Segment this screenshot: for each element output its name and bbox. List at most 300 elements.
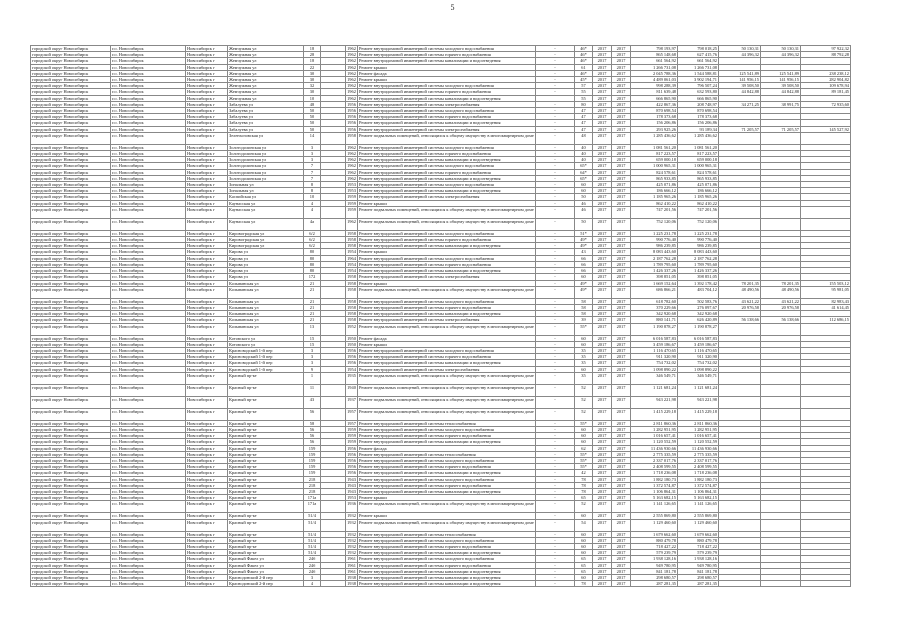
house-number: 80: [304, 249, 321, 255]
build-year: 1956: [347, 360, 356, 366]
street: Колыванская ул: [228, 323, 304, 335]
fund-cost: 1 141 126,65: [678, 501, 719, 513]
municipality: городской округ Новосибирск: [31, 568, 111, 574]
dash: -: [536, 144, 575, 150]
build-year: 1932: [347, 543, 356, 549]
settlement: г.о. Новосибирск: [111, 476, 186, 482]
municipality: городской округ Новосибирск: [31, 194, 111, 200]
fund-cost: 824 578,61: [678, 169, 719, 175]
build-year: 1953: [347, 495, 356, 501]
year-start: 2017: [593, 568, 612, 574]
dash: -: [536, 335, 575, 341]
work-type: Ремонт внутридомовой инженерной системы канализации и водоотведения: [358, 157, 536, 163]
year-end: 2017: [612, 420, 631, 426]
work-type: Ремонт внутридомовой инженерной системы теплоснабжения: [358, 420, 536, 426]
settlement: г.о. Новосибирск: [111, 354, 186, 360]
municipality: городской округ Новосибирск: [31, 470, 111, 476]
fund-cost: 1 285 436,62: [678, 132, 719, 144]
city: Новосибирск г: [186, 366, 228, 372]
settlement: г.о. Новосибирск: [111, 470, 186, 476]
settlement: г.о. Новосибирск: [111, 304, 186, 310]
city: Новосибирск г: [186, 114, 228, 120]
work-type: Ремонт внутридомовой инженерной системы канализации и водоотведения: [358, 568, 536, 574]
municipality: городской округ Новосибирск: [31, 182, 111, 188]
street: Золотодолинская ул: [228, 175, 304, 181]
building-blank: [321, 286, 346, 298]
settlement: г.о. Новосибирск: [111, 169, 186, 175]
year-start: 2017: [593, 188, 612, 194]
wear-percent: 65: [575, 495, 593, 501]
wear-percent: 40: [575, 151, 593, 157]
building-blank: [321, 132, 346, 144]
year-start: 2017: [593, 89, 612, 95]
work-type: Ремонт внутридомовой инженерной системы электроснабжения: [358, 366, 536, 372]
extra-cost-3: [801, 218, 851, 230]
year-end: 2017: [612, 64, 631, 70]
street: Красный пр-кт: [228, 470, 304, 476]
dash: -: [536, 476, 575, 482]
municipality: городской округ Новосибирск: [31, 451, 111, 457]
municipality: городской округ Новосибирск: [31, 206, 111, 218]
dash: -: [536, 562, 575, 568]
build-year: 1962: [347, 157, 356, 163]
dash: -: [536, 445, 575, 451]
dash: -: [536, 470, 575, 476]
city: Новосибирск г: [186, 445, 228, 451]
house-number: 51/4: [304, 519, 321, 531]
work-type: Ремонт крыши: [358, 77, 536, 83]
settlement: г.о. Новосибирск: [111, 341, 186, 347]
dash: -: [536, 408, 575, 420]
build-year: 1935: [346, 372, 358, 384]
build-year: 1956: [347, 464, 356, 470]
municipality: городской округ Новосибирск: [31, 384, 111, 396]
wear-percent: 60: [575, 433, 593, 439]
total-cost: 1 106 864,31: [631, 488, 678, 494]
house-number: 7: [304, 175, 321, 181]
municipality: городской округ Новосибирск: [31, 188, 111, 194]
settlement: г.о. Новосибирск: [111, 200, 186, 206]
fund-cost: 1 106 864,31: [678, 488, 719, 494]
work-type: Ремонт подвальных помещений, относящихся к общему имуществу в многоквартирном доме: [358, 132, 536, 144]
extra-cost-2: [761, 206, 801, 218]
work-type: Ремонт подвальных помещений, относящихся к общему имуществу в многоквартирном доме: [358, 408, 536, 420]
city: Новосибирск г: [186, 52, 228, 58]
dash: -: [536, 163, 575, 169]
year-end: 2017: [612, 513, 631, 519]
wear-percent: 55*: [575, 451, 593, 457]
wear-percent: 61: [575, 64, 593, 70]
house-number: 80: [304, 255, 321, 261]
build-year: 1957: [346, 408, 358, 420]
year-start: 2017: [593, 519, 612, 531]
settlement: г.о. Новосибирск: [111, 175, 186, 181]
extra-cost-2: [761, 581, 801, 587]
street: Кирова ул: [228, 255, 304, 261]
work-type: Ремонт внутридомовой инженерной системы горячего водоснабжения: [358, 89, 536, 95]
wear-percent: 47: [575, 120, 593, 126]
extra-cost-3: 82 983,43: [801, 298, 851, 304]
wear-percent: 60: [575, 182, 593, 188]
total-cost: 841 181,78: [631, 568, 678, 574]
city: Новосибирск г: [186, 182, 228, 188]
city: Новосибирск г: [186, 495, 228, 501]
year-start: 2017: [593, 126, 612, 132]
year-start: 2017: [593, 556, 612, 562]
house-number: 51/4: [304, 543, 321, 549]
fund-cost: 870 698,54: [678, 108, 719, 114]
fund-cost: 93 189,34: [678, 126, 719, 132]
street: Красный Факел ул: [228, 568, 304, 574]
year-start: 2017: [593, 501, 612, 513]
house-number: 218: [304, 482, 321, 488]
year-start: 2017: [593, 163, 612, 169]
street: Кирова ул: [228, 261, 304, 267]
settlement: г.о. Новосибирск: [111, 230, 186, 236]
total-cost: 1 120 552,59: [631, 439, 678, 445]
street: Красный пр-кт: [228, 464, 304, 470]
street: Красный пр-кт: [228, 537, 304, 543]
settlement: г.о. Новосибирск: [111, 317, 186, 323]
street: Кировоградская ул: [228, 237, 304, 243]
year-start: 2017: [593, 482, 612, 488]
municipality: городской округ Новосибирск: [31, 268, 111, 274]
wear-percent: 52: [575, 396, 593, 408]
street: Красный пр-кт: [228, 439, 304, 445]
year-start: 2017: [593, 298, 612, 304]
year-start: 2017: [593, 101, 612, 107]
year-start: 2017: [593, 317, 612, 323]
work-type: Ремонт крыши: [358, 64, 536, 70]
street: Красноводский 1-й пер: [228, 360, 304, 366]
wear-percent: 46*: [575, 46, 593, 52]
municipality: городской округ Новосибирск: [31, 114, 111, 120]
municipality: городской округ Новосибирск: [31, 543, 111, 549]
street: Красный пр-кт: [228, 420, 304, 426]
fund-cost: 627 415,76: [678, 52, 719, 58]
total-cost: 811 639,48: [631, 89, 678, 95]
building-blank: [321, 218, 346, 230]
work-type: Ремонт внутридомовой инженерной системы канализации и водоотведения: [358, 581, 536, 587]
settlement: г.о. Новосибирск: [111, 89, 186, 95]
city: Новосибирск г: [186, 46, 228, 52]
city: Новосибирск г: [186, 323, 228, 335]
year-start: 2017: [593, 280, 612, 286]
fund-cost: 752 120,06: [678, 218, 719, 230]
fund-cost: 747 201,56: [678, 206, 719, 218]
house-number: 218: [304, 476, 321, 482]
city: Новосибирск г: [186, 568, 228, 574]
year-end: 2017: [612, 126, 631, 132]
total-cost: 998 288,39: [631, 83, 678, 89]
street: Жемчужная ул: [228, 77, 304, 83]
wear-percent: 60: [575, 439, 593, 445]
extra-cost-2: 141 956,15: [761, 77, 801, 83]
work-type: Ремонт подвальных помещений, относящихся к общему имуществу в многоквартирном доме: [358, 218, 536, 230]
wear-percent: 49*: [575, 280, 593, 286]
dash: -: [536, 354, 575, 360]
settlement: г.о. Новосибирск: [111, 58, 186, 64]
dash: -: [536, 261, 575, 267]
fund-cost: 483 704,12: [678, 286, 719, 298]
street: Красный пр-кт: [228, 372, 304, 384]
wear-percent: 78: [575, 581, 593, 587]
wear-percent: 55: [575, 95, 593, 101]
city: Новосибирск г: [186, 501, 228, 513]
city: Новосибирск г: [186, 89, 228, 95]
year-start: 2017: [593, 151, 612, 157]
total-cost: 1 000 965,31: [631, 163, 678, 169]
municipality: городской округ Новосибирск: [31, 144, 111, 150]
build-year: 1956: [347, 457, 356, 463]
total-cost: 824 578,61: [631, 169, 678, 175]
work-type: Ремонт подвальных помещений, относящихся к общему имуществу в многоквартирном доме: [358, 323, 536, 335]
year-end: 2017: [612, 408, 631, 420]
year-start: 2017: [593, 304, 612, 310]
total-cost: 817 223,57: [631, 151, 678, 157]
fund-cost: 398 851,05: [678, 274, 719, 280]
street: Жемчужная ул: [228, 64, 304, 70]
dash: -: [536, 46, 575, 52]
work-type: Ремонт внутридомовой инженерной системы горячего водоснабжения: [358, 169, 536, 175]
wear-percent: 66: [575, 255, 593, 261]
fund-cost: 943 221,98: [678, 396, 719, 408]
municipality: городской округ Новосибирск: [31, 556, 111, 562]
street: Красный пр-кт: [228, 501, 304, 513]
dash: -: [536, 286, 575, 298]
fund-cost: 1 121 681,24: [678, 384, 719, 396]
house-number: 51/4: [304, 550, 321, 556]
year-start: 2017: [593, 46, 612, 52]
work-type: Ремонт внутридомовой инженерной системы холодного водоснабжения: [358, 426, 536, 432]
fund-cost: 862 410,22: [678, 200, 719, 206]
city: Новосибирск г: [186, 163, 228, 169]
building-blank: [321, 206, 346, 218]
dash: -: [536, 531, 575, 537]
fund-cost: 1 081 561,20: [678, 144, 719, 150]
extra-cost-1: [719, 501, 761, 513]
table-row: [31, 408, 851, 420]
year-start: 2017: [593, 268, 612, 274]
dash: -: [536, 157, 575, 163]
year-end: 2017: [612, 268, 631, 274]
building-blank: [321, 408, 346, 420]
street: Золотодолинская ул: [228, 157, 304, 163]
wear-percent: 46: [575, 206, 593, 218]
fund-cost: 1 116 470,65: [678, 347, 719, 353]
year-start: 2017: [593, 58, 612, 64]
year-end: 2017: [612, 114, 631, 120]
wear-percent: 60: [575, 335, 593, 341]
municipality: городской округ Новосибирск: [31, 550, 111, 556]
extra-cost-2: [761, 408, 801, 420]
build-year: 1958: [347, 274, 356, 280]
total-cost: 298 680,57: [631, 575, 678, 581]
work-type: Ремонт крыши: [358, 249, 536, 255]
build-year: 1964: [347, 255, 356, 261]
street: Красный пр-кт: [228, 457, 304, 463]
total-cost: 6 016 587,83: [631, 335, 678, 341]
city: Новосибирск г: [186, 218, 228, 230]
fund-cost: 579 239,79: [678, 550, 719, 556]
fund-cost: 1 190 878,27: [678, 323, 719, 335]
total-cost: 666 865,90: [631, 95, 678, 101]
wear-percent: 78: [575, 476, 593, 482]
municipality: городской округ Новосибирск: [31, 537, 111, 543]
house-number: 4: [304, 581, 321, 587]
extra-cost-3: [801, 501, 851, 513]
city: Новосибирск г: [186, 439, 228, 445]
municipality: городской округ Новосибирск: [31, 457, 111, 463]
wear-percent: 78: [575, 482, 593, 488]
dash: -: [536, 426, 575, 432]
street: Забалуева ул: [228, 108, 304, 114]
city: Новосибирск г: [186, 408, 228, 420]
year-end: 2017: [612, 132, 631, 144]
build-year: 1954: [347, 366, 356, 372]
build-year: 1958: [347, 230, 356, 236]
wear-percent: 35: [575, 354, 593, 360]
street: Колыванская ул: [228, 286, 304, 298]
street: Колыванская ул: [228, 311, 304, 317]
year-start: 2017: [593, 182, 612, 188]
settlement: г.о. Новосибирск: [111, 298, 186, 304]
build-year: 1958: [346, 286, 358, 298]
year-end: 2017: [612, 194, 631, 200]
city: Новосибирск г: [186, 298, 228, 304]
extra-cost-3: 282 904,82: [801, 77, 851, 83]
municipality: городской округ Новосибирск: [31, 218, 111, 230]
dash: -: [536, 274, 575, 280]
settlement: г.о. Новосибирск: [111, 396, 186, 408]
total-cost: 579 239,79: [631, 550, 678, 556]
municipality: городской округ Новосибирск: [31, 581, 111, 587]
year-end: 2017: [612, 568, 631, 574]
house-number: 14: [304, 132, 321, 144]
year-end: 2017: [612, 163, 631, 169]
extra-cost-2: 56 138,66: [761, 317, 801, 323]
build-year: 1932: [347, 550, 356, 556]
year-end: 2017: [612, 323, 631, 335]
settlement: г.о. Новосибирск: [111, 323, 186, 335]
work-type: Ремонт крыши: [358, 341, 536, 347]
dash: -: [536, 243, 575, 249]
dash: -: [536, 298, 575, 304]
fund-cost: 425 071,86: [678, 182, 719, 188]
dash: -: [536, 420, 575, 426]
extra-cost-3: 95 981,05: [801, 286, 851, 298]
city: Новосибирск г: [186, 433, 228, 439]
city: Новосибирск г: [186, 120, 228, 126]
settlement: г.о. Новосибирск: [111, 206, 186, 218]
work-type: Ремонт внутридомовой инженерной системы горячего водоснабжения: [358, 261, 536, 267]
fund-cost: 3 459 186,67: [678, 341, 719, 347]
fund-cost: 1 426 337,26: [678, 268, 719, 274]
house-number: 56: [304, 439, 321, 445]
city: Новосибирск г: [186, 464, 228, 470]
municipality: городской округ Новосибирск: [31, 230, 111, 236]
year-end: 2017: [612, 445, 631, 451]
year-start: 2017: [593, 83, 612, 89]
year-end: 2017: [612, 354, 631, 360]
fund-cost: 2 811 860,36: [678, 420, 719, 426]
extra-cost-1: 71 205,57: [719, 126, 761, 132]
year-start: 2017: [593, 347, 612, 353]
extra-cost-1: [719, 408, 761, 420]
settlement: г.о. Новосибирск: [111, 101, 186, 107]
street: Красный Факел ул: [228, 562, 304, 568]
work-type: Ремонт внутридомовой инженерной системы холодного водоснабжения: [358, 457, 536, 463]
total-cost: 1 266 731,08: [631, 64, 678, 70]
city: Новосибирск г: [186, 311, 228, 317]
wear-percent: 58: [575, 311, 593, 317]
dash: -: [536, 384, 575, 396]
municipality: городской округ Новосибирск: [31, 341, 111, 347]
total-cost: 1 882 180,73: [631, 476, 678, 482]
house-number: 171а: [304, 495, 321, 501]
work-type: Ремонт внутридомовой инженерной системы холодного водоснабжения: [358, 476, 536, 482]
fund-cost: 986 239,85: [678, 243, 719, 249]
work-type: Ремонт внутридомовой инженерной системы канализации и водоотведения: [358, 575, 536, 581]
fund-cost: 754 732,02: [678, 360, 719, 366]
wear-percent: 55*: [575, 464, 593, 470]
municipality: городской округ Новосибирск: [31, 286, 111, 298]
wear-percent: 65: [575, 562, 593, 568]
extra-cost-3: [801, 384, 851, 396]
wear-percent: 55*: [575, 323, 593, 335]
wear-percent: 35: [575, 347, 593, 353]
city: Новосибирск г: [186, 261, 228, 267]
year-end: 2017: [612, 384, 631, 396]
total-cost: 2 187 762,28: [631, 255, 678, 261]
municipality: городской округ Новосибирск: [31, 77, 111, 83]
wear-percent: 49*: [575, 286, 593, 298]
year-start: 2017: [593, 537, 612, 543]
house-number: 4а: [304, 218, 321, 230]
city: Новосибирск г: [186, 335, 228, 341]
dash: -: [536, 488, 575, 494]
build-year: 1932: [347, 513, 356, 519]
build-year: 1932: [346, 519, 358, 531]
municipality: городской округ Новосибирск: [31, 175, 111, 181]
fund-cost: 1 185 965,26: [678, 194, 719, 200]
total-cost: 1 415 229,18: [631, 408, 678, 420]
extra-cost-2: 125 541,89: [761, 70, 801, 76]
municipality: городской округ Новосибирск: [31, 482, 111, 488]
year-end: 2017: [612, 439, 631, 445]
year-start: 2017: [593, 476, 612, 482]
extra-cost-1: 44 842,88: [719, 89, 761, 95]
year-start: 2017: [593, 531, 612, 537]
year-start: 2017: [593, 451, 612, 457]
total-cost: 911 320,90: [631, 354, 678, 360]
year-end: 2017: [612, 188, 631, 194]
work-type: Ремонт внутридомовой инженерной системы канализации и водоотведения: [358, 188, 536, 194]
work-type: Ремонт внутридомовой инженерной системы горячего водоснабжения: [358, 304, 536, 310]
fund-cost: 659 000,18: [678, 157, 719, 163]
city: Новосибирск г: [186, 384, 228, 396]
street: Красный пр-кт: [228, 426, 304, 432]
build-year: 1959: [346, 206, 358, 218]
wear-percent: 35: [575, 372, 593, 384]
extra-cost-1: 125 541,89: [719, 70, 761, 76]
wear-percent: 54: [575, 519, 593, 531]
year-start: 2017: [593, 206, 612, 218]
extra-cost-3: 155 503,12: [801, 280, 851, 286]
extra-cost-1: [719, 519, 761, 531]
fund-cost: 2 555 869,80: [678, 513, 719, 519]
municipality: городской округ Новосибирск: [31, 89, 111, 95]
